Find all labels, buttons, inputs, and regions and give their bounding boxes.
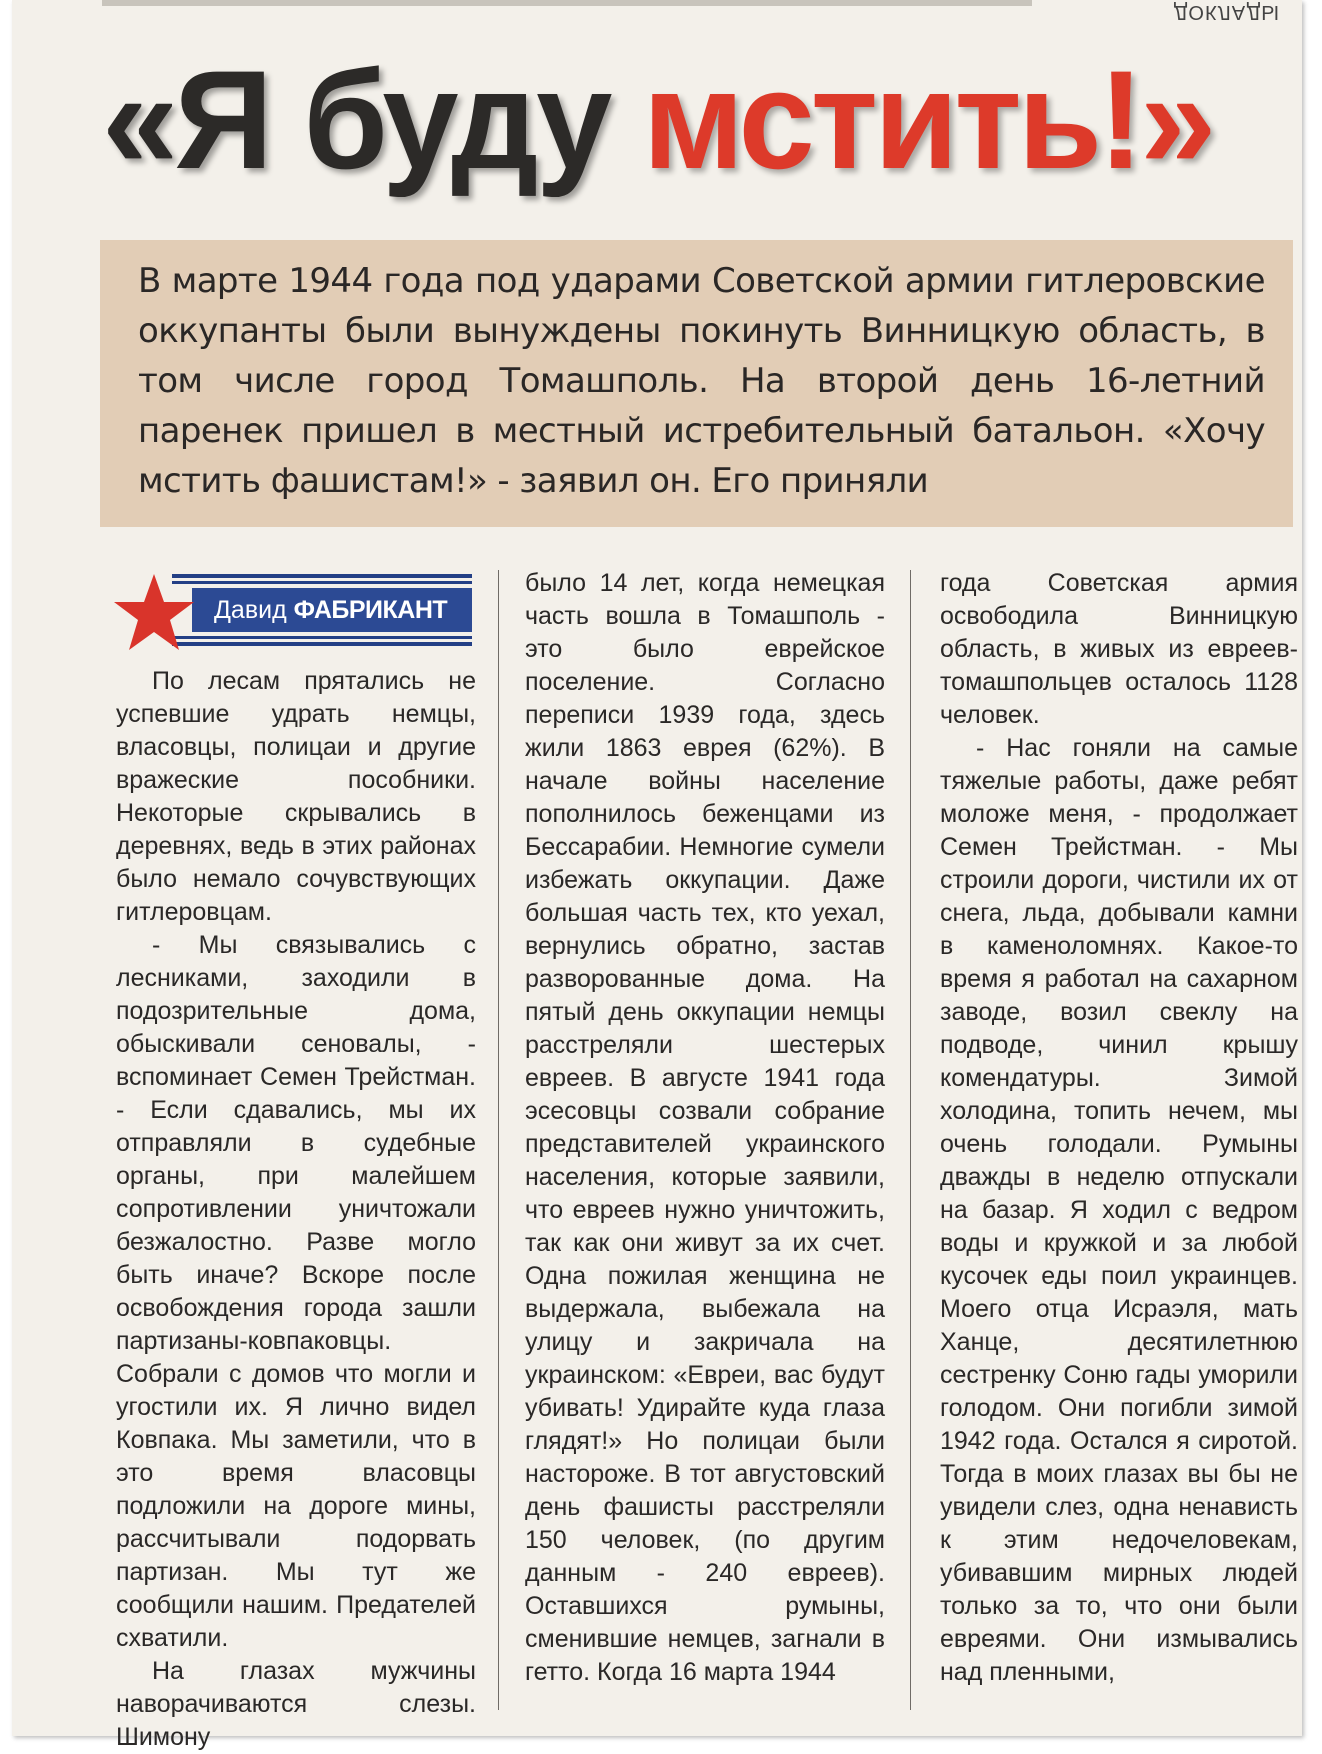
column-1-paragraph-2: - Мы связывались с лесниками, заходили в подозрительные дома, обыскивали сеновалы, - вспоминает Семен Трейстман. - Если сдавались, мы их отправляли в судебные органы, при малейшем сопротивлении уничтожали безжалостно. Разве могло быть иначе? Вскоре после освобождения города зашли партизаны-ковпаковцы. Собрали с домов что могли и угостили их. Я лично видел Ковпака. Мы заметили, что в это время власовцы подложили на дороге мины, рассчитывали подорвать партизан. Мы тут же сообщили нашим. Предателей схватили. <box>116 931 476 1652</box>
headline-part-red: мстить!» <box>642 41 1213 198</box>
byline <box>112 572 472 652</box>
column-1-paragraph-1: По лесам прятались не успевшие удрать немцы, власовцы, полицаи и другие вражеские пособники. Некоторые скрывались в деревнях, ведь в этих районах было немало сочувствующих гитлеровцам. <box>116 667 476 926</box>
column-2-paragraph-1: было 14 лет, когда немецкая часть вошла в Томашполь - это было еврейское поселение. Согласно переписи 1939 года, здесь жили 1863 еврея (62%). В начале войны население пополнилось беженцами из Бессарабии. Немногие сумели избежать оккупации. Даже большая часть тех, кто уехал, вернулись обратно, застав разворованные дома. На пятый день оккупации немцы расстреляли шестерых евреев. В августе 1941 года эсесовцы созвали собрание представителей украинского населения, которые заявили, что евреев нужно уничтожить, так как они живут за их счет. Одна пожилая женщина не выдержала, выбежала на улицу и закричала на украинском: «Евреи, вас будут убивать! Удирайте куда глаза глядят!» Но полицаи были настороже. В тот августовский день фашисты расстреляли 150 человек, (по другим данным - 240 евреев). Оставшихся румыны, сменившие немцев, загнали в гетто. Когда 16 марта 1944 <box>525 569 885 1686</box>
band-stripe-top2 <box>172 581 472 584</box>
author-first-name: Давид <box>214 596 287 624</box>
column-3 <box>940 567 1298 1697</box>
byline-band <box>172 574 472 646</box>
red-star-icon <box>112 572 196 652</box>
column-3-paragraph-2: - Нас гоняли на самые тяжелые работы, даже ребят моложе меня, - продолжает Семен Трейстман. - Мы строили дороги, чистили их от снега, льда, добывали камни в каменоломнях. Какое-то время я работал на сахарном заводе, возил свеклу на подводе, чинил крышу комендатуры. Зимой холодина, топить нечем, мы очень голодали. Румыны дважды в неделю отпускали на базар. Я ходил с ведром воды и кружкой и за любой кусочек еды поил украинцев. Моего отца Исраэля, мать Ханце, десятилетнюю сестренку Соню гады уморили голодом. Они погибли зимой 1942 года. Остался я сиротой. Тогда в моих глазах вы бы не увидели слез, одна ненависть к этим недочеловекам, убивавшим мирных людей только за то, что они были евреями. Они измывались над пленными, <box>940 734 1298 1686</box>
band-stripe-bottom <box>172 636 472 639</box>
column-1 <box>116 665 476 1751</box>
column-1-paragraph-3: На глазах мужчины наворачиваются слезы. Шимону <box>116 1657 476 1751</box>
column-3-paragraph-1: года Советская армия освободила Винницкую область, в живых из евреев-томашпольцев осталось 1128 человек. <box>940 569 1298 729</box>
lead-paragraph: В марте 1944 года под ударами Советской армии гитлеровские оккупанты были вынуждены покинуть Винницкую область, в том числе город Томашполь. На второй день 16-летний паренек пришел в местный истребительный батальон. «Хочу мстить фашистам!» - заявил он. Его приняли <box>100 240 1293 527</box>
column-divider-2 <box>910 570 911 1710</box>
column-2 <box>525 567 885 1697</box>
headline-part-dark: «Я буду <box>102 41 643 198</box>
column-divider-1 <box>498 570 499 1710</box>
page-corner-label: ДОКЛАДЫ <box>1173 1 1280 23</box>
band-stripe-top <box>172 574 472 578</box>
newspaper-clipping <box>12 0 1302 1751</box>
author-last-name: ФАБРИКАНТ <box>293 596 448 624</box>
headline <box>102 40 1258 210</box>
band-stripe-bottom2 <box>172 642 472 646</box>
top-rule <box>102 0 1032 6</box>
author-name <box>192 588 472 632</box>
